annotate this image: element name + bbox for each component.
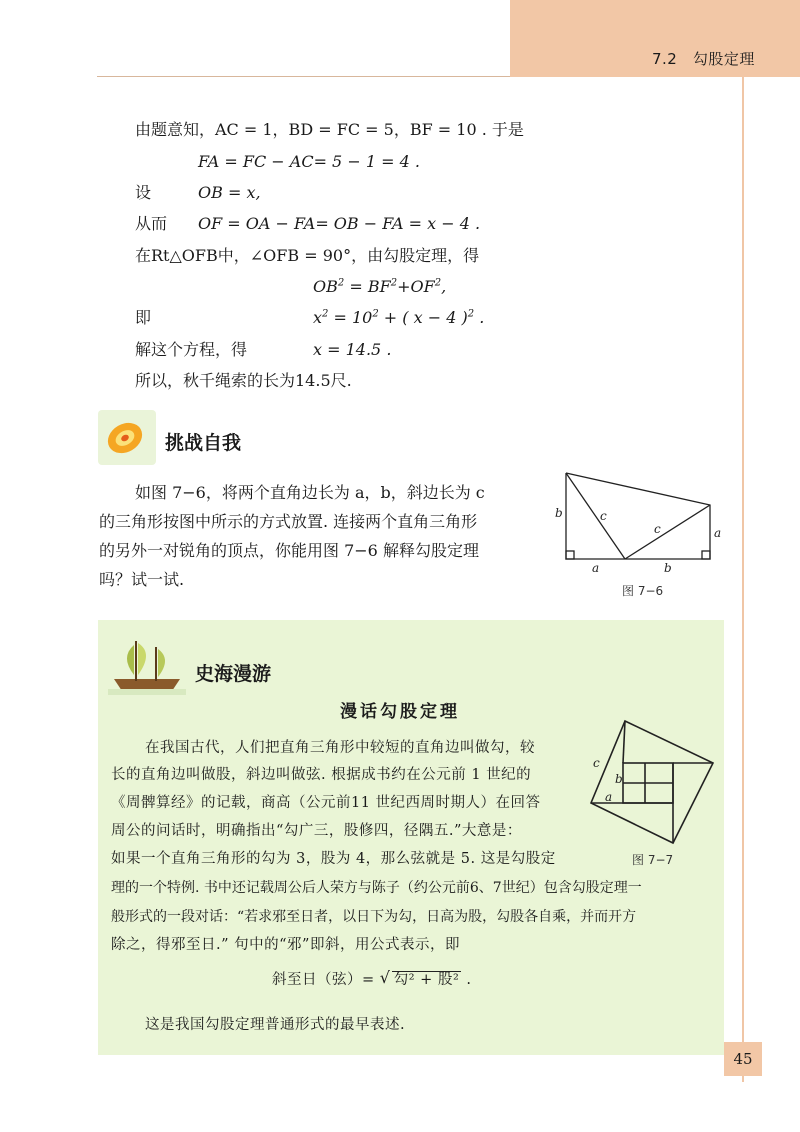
fig76-label-a-bottom: a (592, 561, 600, 575)
story-line-6: 理的一个特例. 书中还记载周公后人荣方与陈子（约公元前6、7世纪）包含勾股定理一 (111, 880, 642, 896)
story-last-line: 这是我国勾股定理普通形式的最早表述. (145, 1017, 406, 1033)
solution-line-5: 在Rt△OFB中，∠OFB = 90°，由勾股定理，得 (135, 246, 480, 265)
challenge-title: 挑战自我 (165, 432, 242, 454)
solution-line-8-eq: x = 14.5 . (313, 340, 392, 359)
figure-7-6 (550, 465, 730, 580)
fig76-label-b-left: b (555, 506, 563, 520)
story-line-7: 般形式的一段对话：“若求邪至日者，以日下为勾，日高为股，勾股各自乘，并而开方 (111, 909, 637, 925)
ship-icon (108, 635, 186, 695)
challenge-para-4: 吗？试一试. (99, 570, 185, 589)
solution-line-3-label: 设 (135, 183, 152, 202)
fig77-label-c: c (593, 756, 600, 770)
solution-line-4-eq: OF = OA − FA= OB − FA = x − 4 . (198, 214, 481, 233)
header-divider (97, 76, 510, 77)
solution-line-3-eq: OB = x, (198, 183, 261, 202)
solution-line-7-label: 即 (135, 308, 152, 327)
solution-line-6-eq: $OB^2 = BF^2+OF^2$, (313, 277, 447, 296)
fig76-label-c2: c (654, 522, 661, 536)
story-line-8: 除之，得邪至日.” 句中的“邪”即斜，用公式表示，即 (111, 937, 460, 953)
challenge-para-1: 如图 7−6，将两个直角边长为 a，b，斜边长为 c (135, 483, 485, 502)
history-title: 史海漫游 (195, 663, 272, 685)
story-formula: 斜至日（弦）= √ 勾² + 股² . (272, 968, 472, 988)
story-line-4: 周公的问话时，明确指出“勾广三，股修四，径隅五.”大意是： (111, 823, 522, 839)
challenge-para-3: 的另外一对锐角的顶点，你能用图 7−6 解释勾股定理 (99, 541, 479, 560)
fig77-label-a: a (605, 790, 613, 804)
story-line-2: 长的直角边叫做股，斜边叫做弦. 根据成书约在公元前 1 世纪的 (111, 767, 532, 783)
solution-line-7-eq: $x^2 = 10^2$ + ( x − 4 )$^2$ . (313, 308, 485, 327)
fig77-label-b: b (615, 772, 623, 786)
story-line-3: 《周髀算经》的记载，商高（公元前11 世纪西周时期人）在回答 (111, 795, 541, 811)
solution-line-9: 所以，秋千绳索的长为14.5尺. (135, 371, 352, 390)
figure-7-7 (585, 715, 720, 850)
solution-line-4-label: 从而 (135, 214, 168, 233)
solution-line-8-label: 解这个方程，得 (135, 340, 248, 359)
page-number: 45 (724, 1042, 762, 1076)
fig76-label-c1: c (600, 509, 607, 523)
figure-7-7-caption: 图 7−7 (632, 853, 674, 867)
figure-7-6-caption: 图 7−6 (622, 584, 664, 598)
story-line-5: 如果一个直角三角形的勾为 3，股为 4，那么弦就是 5. 这是勾股定 (111, 851, 556, 867)
side-margin-rule (742, 77, 744, 1082)
solution-line-2: FA = FC − AC= 5 − 1 = 4 . (198, 152, 420, 171)
challenge-para-2: 的三角形按图中所示的方式放置. 连接两个直角三角形 (99, 512, 478, 531)
fig76-label-a-right: a (714, 526, 722, 540)
challenge-icon (98, 410, 156, 465)
solution-line-1: 由题意知，AC = 1，BD = FC = 5，BF = 10 . 于是 (135, 120, 524, 139)
chapter-title: 7.2 勾股定理 (652, 50, 755, 68)
story-line-1: 在我国古代，人们把直角三角形中较短的直角边叫做勾，较 (145, 740, 535, 756)
fig76-label-b-bottom: b (664, 561, 672, 575)
story-title: 漫话勾股定理 (340, 702, 460, 722)
